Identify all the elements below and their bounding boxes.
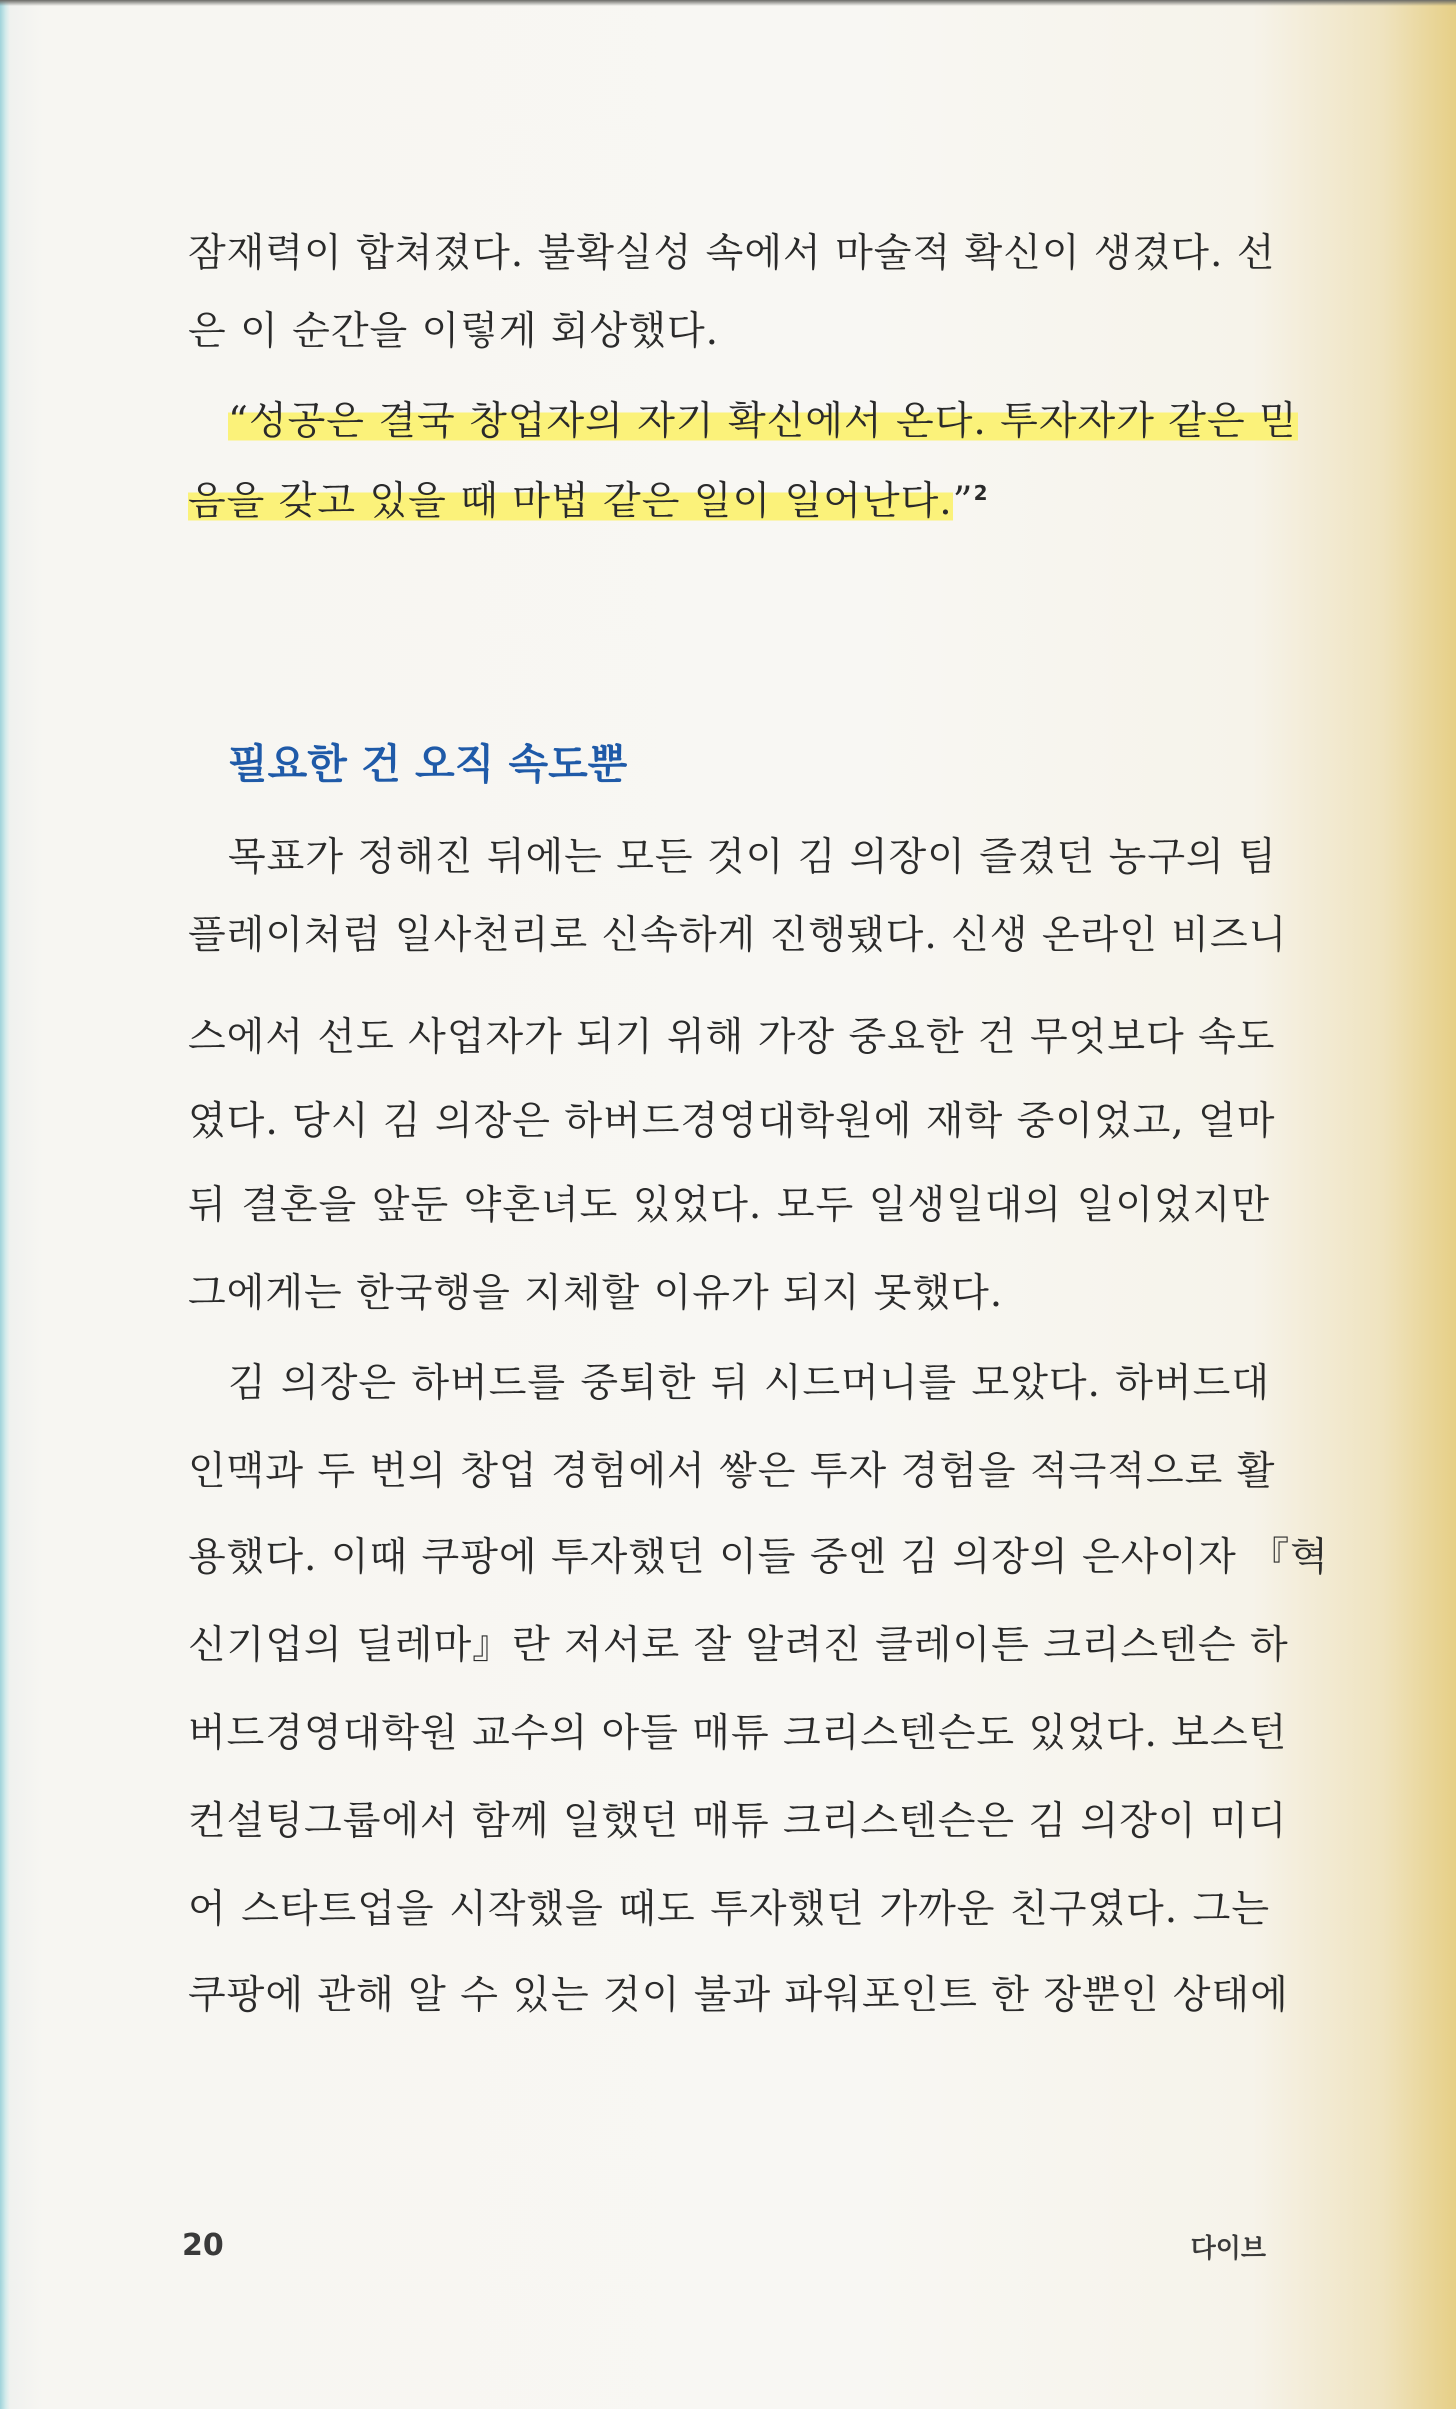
paragraph-line: 쿠팡에 관해 알 수 있는 것이 불과 파워포인트 한 장뿐인 상태에	[188, 1973, 1289, 2018]
closing-quote-mark: ”	[952, 479, 974, 524]
page-left-edge	[0, 0, 10, 2409]
paragraph-line: 였다. 당시 김 의장은 하버드경영대학원에 재학 중이었고, 얼마	[188, 1099, 1276, 1144]
paragraph-line: 뒤 결혼을 앞둔 약혼녀도 있었다. 모두 일생일대의 일이었지만	[188, 1183, 1270, 1228]
paragraph-line: 그에게는 한국행을 지체할 이유가 되지 못했다.	[188, 1271, 1004, 1316]
paragraph-line: 김 의장은 하버드를 중퇴한 뒤 시드머니를 모았다. 하버드대	[228, 1361, 1270, 1406]
paragraph-line: 은 이 순간을 이렇게 회상했다.	[188, 309, 720, 354]
highlighted-quote-text: “성공은 결국 창업자의 자기 확신에서 온다. 투자자가 같은 믿	[228, 399, 1298, 444]
paragraph-line: 버드경영대학원 교수의 아들 매튜 크리스텐슨도 있었다. 보스턴	[188, 1711, 1288, 1756]
quote-line-2	[188, 476, 988, 528]
paragraph-line: 신기업의 딜레마』란 저서로 잘 알려진 클레이튼 크리스텐슨 하	[188, 1623, 1289, 1668]
section-heading: 필요한 건 오직 속도뿐	[228, 740, 628, 788]
paragraph-line: 목표가 정해진 뒤에는 모든 것이 김 의장이 즐겼던 농구의 팀	[228, 835, 1277, 880]
highlighted-quote-text: 음을 갖고 있을 때 마법 같은 일이 일어난다.	[188, 479, 953, 524]
paragraph-line: 플레이처럼 일사천리로 신속하게 진행됐다. 신생 온라인 비즈니	[188, 913, 1288, 958]
paragraph-line: 용했다. 이때 쿠팡에 투자했던 이들 중엔 김 의장의 은사이자 『혁	[188, 1535, 1329, 1580]
quote-line-1	[228, 396, 1298, 448]
paragraph-line: 스에서 선도 사업자가 되기 위해 가장 중요한 건 무엇보다 속도	[188, 1015, 1276, 1060]
page-number: 20	[182, 2228, 224, 2263]
page-top-shadow	[0, 0, 1456, 6]
footnote-marker: 2	[973, 481, 988, 505]
paragraph-line: 잠재력이 합쳐졌다. 불확실성 속에서 마술적 확신이 생겼다. 선	[188, 231, 1276, 276]
paragraph-line: 어 스타트업을 시작했을 때도 투자했던 가까운 친구였다. 그는	[188, 1887, 1270, 1932]
paragraph-line: 컨설팅그룹에서 함께 일했던 매튜 크리스텐슨은 김 의장이 미디	[188, 1799, 1288, 1844]
paragraph-line: 인맥과 두 번의 창업 경험에서 쌓은 투자 경험을 적극적으로 활	[188, 1449, 1276, 1494]
book-title-footer: 다이브	[1190, 2234, 1266, 2264]
